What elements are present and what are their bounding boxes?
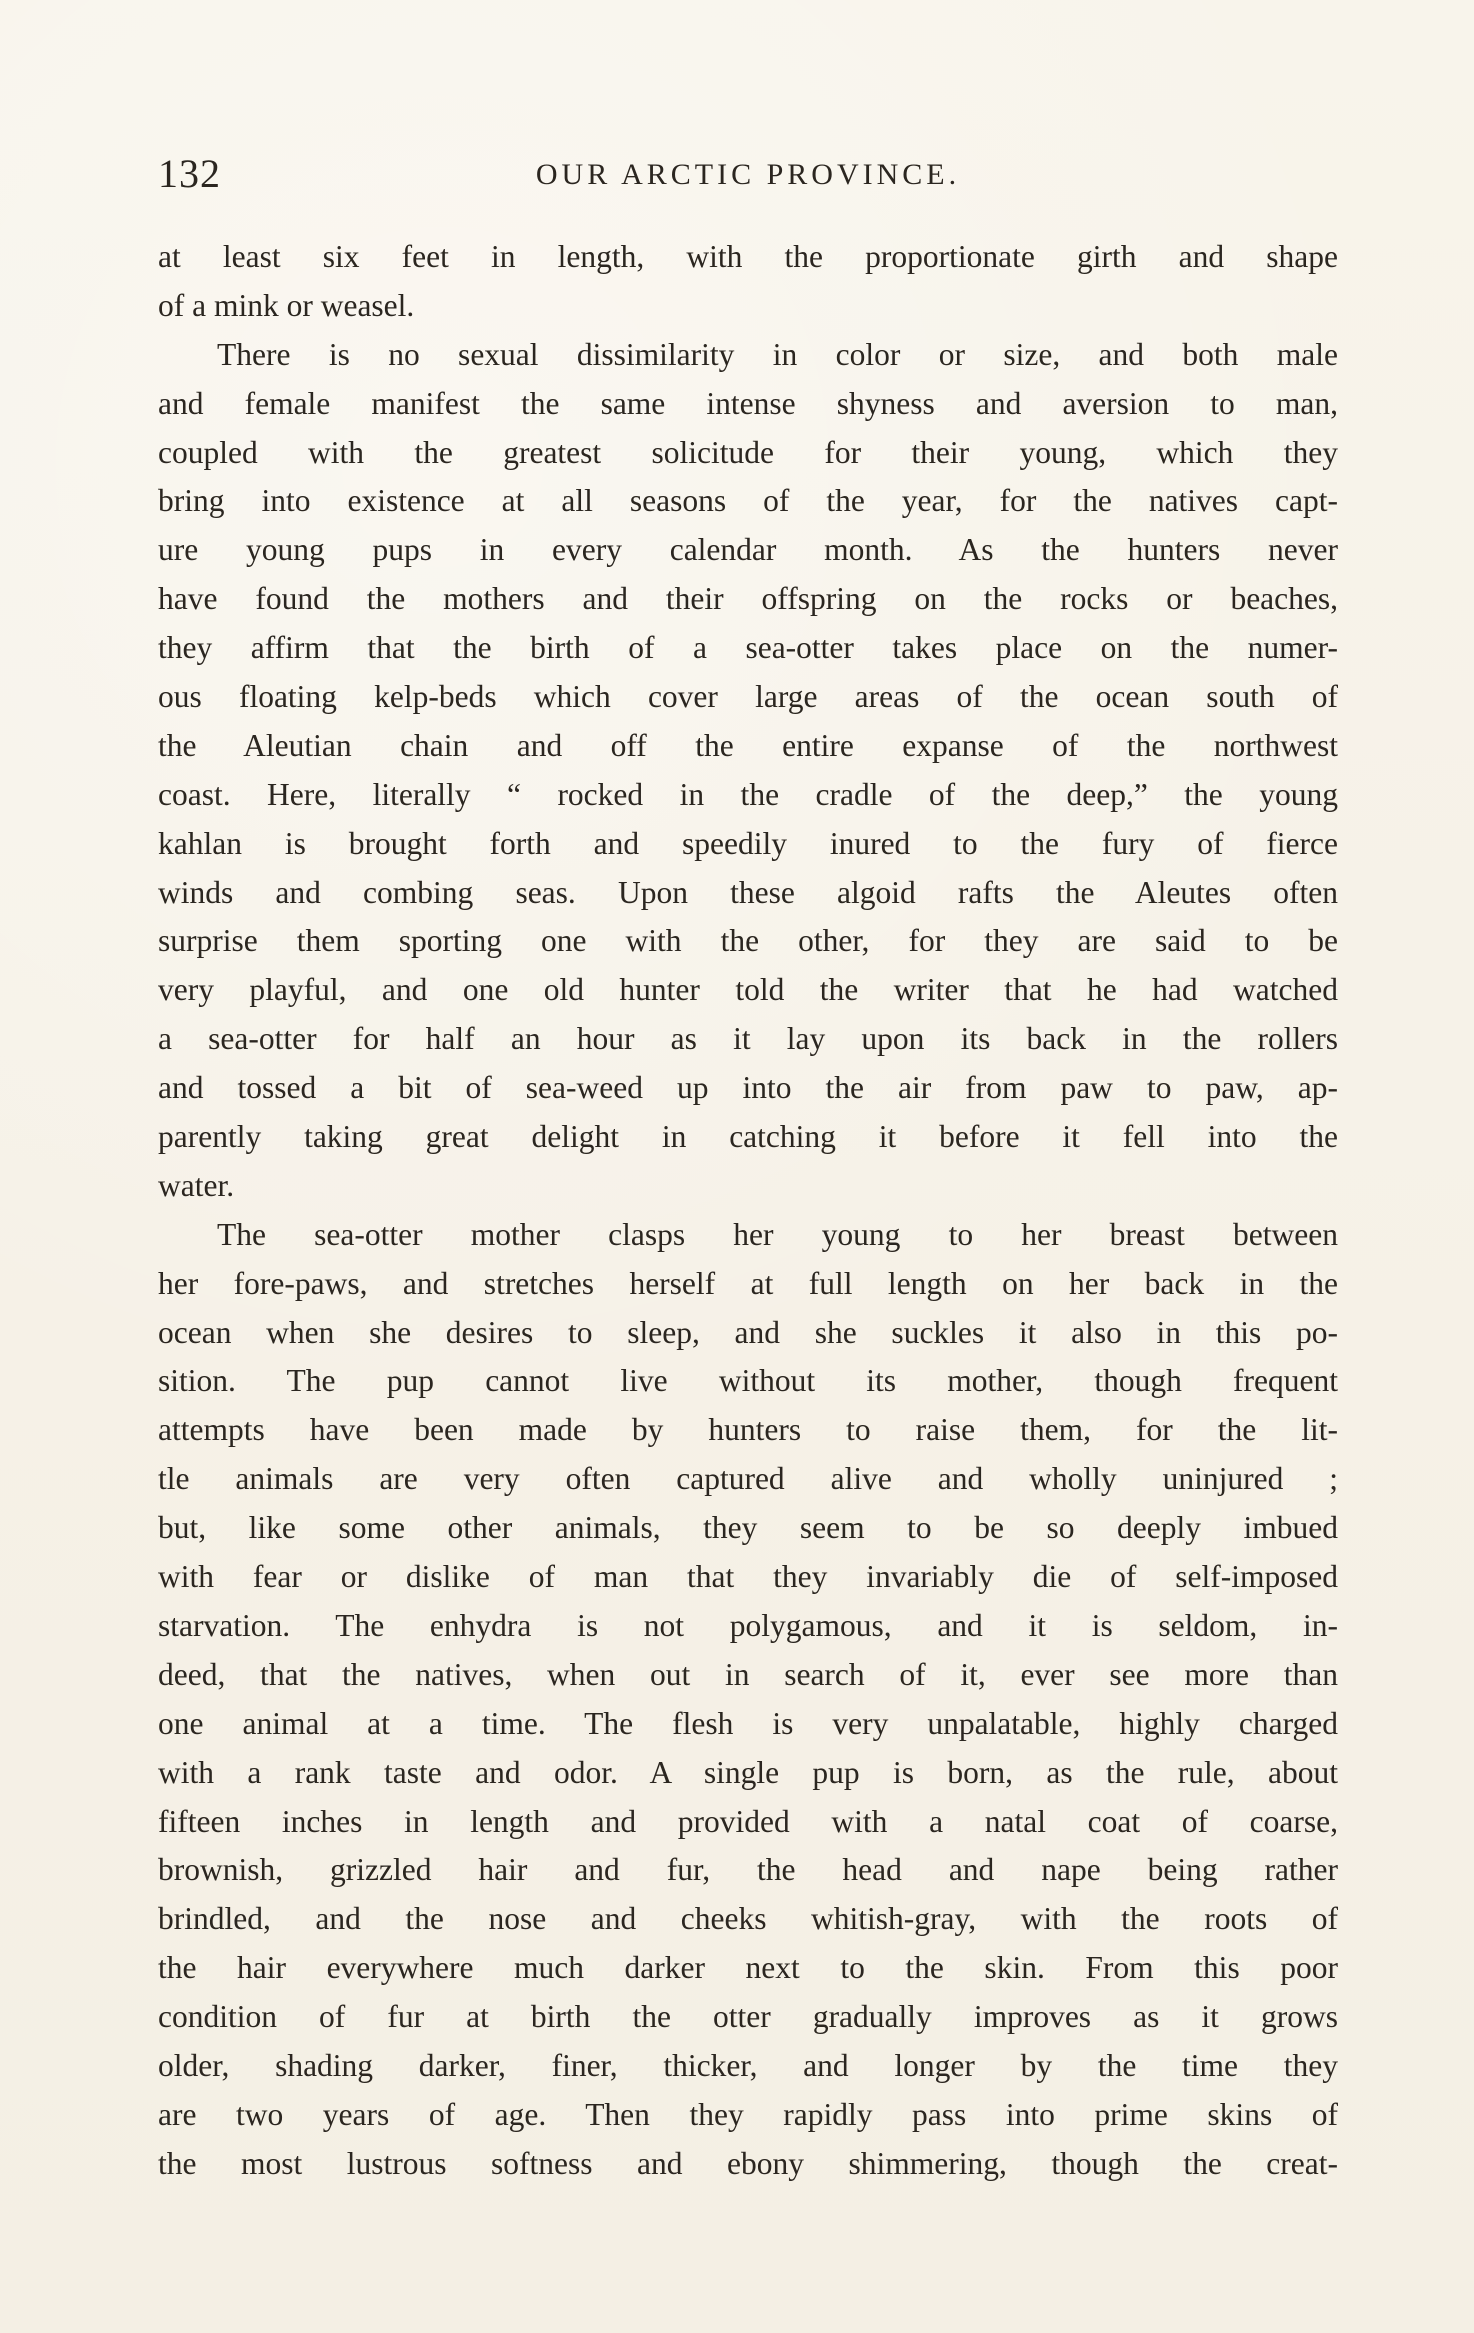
running-title: OUR ARCTIC PROVINCE.: [535, 158, 961, 191]
text-line: with a rank taste and odor. A single pup is born, as the rule, about: [158, 1754, 1338, 1790]
text-line: winds and combing seas. Upon these algoid rafts the Aleutes often: [158, 874, 1338, 910]
text-line: water.: [158, 1167, 235, 1203]
text-line: the hair everywhere much darker next to the skin. From this poor: [158, 1950, 1338, 1986]
text-line: brownish, grizzled hair and fur, the head and nape being rather: [158, 1852, 1338, 1888]
text-line: and female manifest the same intense shyness and aversion to man,: [158, 385, 1338, 421]
text-line: the most lustrous softness and ebony shimmering, though the creat-: [158, 2145, 1338, 2181]
text-line: ure young pups in every calendar month. As the hunters never: [158, 532, 1338, 568]
page-header: [158, 150, 1338, 210]
text-line: the Aleutian chain and off the entire expanse of the northwest: [158, 727, 1338, 763]
text-line: brindled, and the nose and cheeks whitish-gray, with the roots of: [158, 1901, 1338, 1937]
text-line: they affirm that the birth of a sea-otter takes place on the numer-: [158, 630, 1338, 666]
text-line: coast. Here, literally “ rocked in the cradle of the deep,” the young: [158, 776, 1338, 812]
text-line: The sea-otter mother clasps her young to her breast between: [217, 1216, 1338, 1252]
text-line: at least six feet in length, with the proportionate girth and shape: [158, 239, 1338, 274]
text-line: parently taking great delight in catching it before it fell into the: [158, 1119, 1338, 1155]
text-line: of a mink or weasel.: [158, 287, 415, 323]
text-line: tle animals are very often captured alive and wholly uninjured ;: [158, 1461, 1338, 1497]
text-line: bring into existence at all seasons of the year, for the natives capt-: [158, 483, 1338, 519]
text-line: have found the mothers and their offspring on the rocks or beaches,: [158, 581, 1338, 617]
text-line: her fore-paws, and stretches herself at full length on her back in the: [158, 1265, 1338, 1301]
text-line: surprise them sporting one with the other, for they are said to be: [158, 923, 1338, 959]
text-line: ocean when she desires to sleep, and she suckles it also in this po-: [158, 1314, 1338, 1350]
text-line: and tossed a bit of sea-weed up into the air from paw to paw, ap-: [158, 1070, 1338, 1106]
text-line: attempts have been made by hunters to raise them, for the lit-: [158, 1412, 1338, 1448]
text-line: coupled with the greatest solicitude for their young, which they: [158, 434, 1338, 470]
text-line: sition. The pup cannot live without its mother, though frequent: [158, 1363, 1338, 1399]
text-line: ous floating kelp-beds which cover large areas of the ocean south of: [158, 679, 1338, 715]
text-line: very playful, and one old hunter told the writer that he had watched: [158, 972, 1338, 1008]
text-line: There is no sexual dissimilarity in color or size, and both male: [217, 336, 1338, 372]
page-number: 132: [158, 151, 221, 196]
text-line: fifteen inches in length and provided with a natal coat of coarse,: [158, 1803, 1338, 1839]
text-line: one animal at a time. The flesh is very unpalatable, highly charged: [158, 1705, 1338, 1741]
text-line: condition of fur at birth the otter gradually improves as it grows: [158, 1999, 1338, 2035]
text-line: but, like some other animals, they seem to be so deeply imbued: [158, 1510, 1338, 1546]
text-line: with fear or dislike of man that they invariably die of self-imposed: [158, 1559, 1338, 1595]
text-line: a sea-otter for half an hour as it lay upon its back in the rollers: [158, 1021, 1338, 1057]
body-text: [158, 233, 1338, 2189]
text-line: older, shading darker, finer, thicker, and longer by the time they: [158, 2047, 1338, 2083]
text-line: kahlan is brought forth and speedily inured to the fury of fierce: [158, 825, 1338, 861]
text-line: starvation. The enhydra is not polygamous, and it is seldom, in-: [158, 1607, 1338, 1643]
text-line: are two years of age. Then they rapidly pass into prime skins of: [158, 2096, 1338, 2132]
text-line: deed, that the natives, when out in search of it, ever see more than: [158, 1656, 1338, 1692]
